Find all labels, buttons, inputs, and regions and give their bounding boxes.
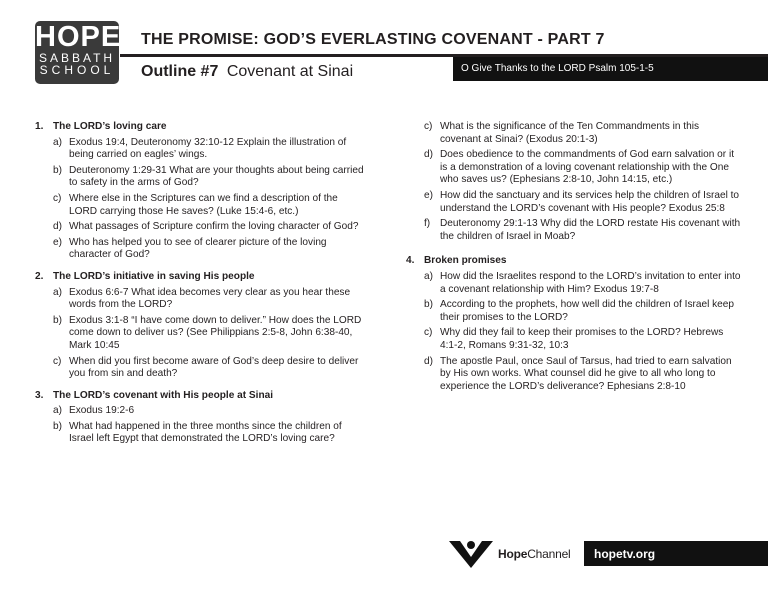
section-number: 4.	[406, 255, 415, 267]
question-text: What is the significance of the Ten Commandments in this covenant at Sinai? (Exodus 20:1-3)	[440, 121, 700, 145]
question-item	[35, 193, 365, 218]
section-3-continued	[406, 121, 742, 243]
hope-sabbath-school-logo	[35, 21, 122, 84]
question-item	[35, 421, 365, 446]
section-number: 1.	[35, 121, 44, 132]
question-letter: b)	[53, 164, 62, 176]
section-1	[35, 121, 365, 262]
question-item	[406, 271, 742, 296]
question-letter: b)	[424, 299, 433, 311]
question-text: Exodus 6:6-7 What idea becomes very clear as you hear these words from the LORD?	[69, 286, 351, 311]
question-text: Exodus 19:4, Deuteronomy 32:10-12 Explain the illustration of being carried on eagles’ wings.	[69, 136, 347, 161]
question-text: Does obedience to the commandments of God earn salvation or it is a demonstration of a loving covenant relationship with the One who saves us? (Ephesians 2:8-10, John 14:15, etc.)	[440, 149, 735, 186]
logo-line-sabbath: SABBATH	[38, 51, 116, 65]
question-item	[406, 149, 742, 187]
outline-subtitle: Covenant at Sinai	[226, 63, 354, 80]
question-letter: b)	[53, 314, 62, 326]
section-title: Broken promises	[424, 255, 507, 267]
question-item	[35, 137, 365, 162]
question-item	[406, 218, 742, 243]
outline-number: Outline #7	[141, 63, 219, 80]
section-3	[35, 390, 365, 446]
question-text: Exodus 19:2-6	[69, 405, 135, 417]
section-title: The LORD’s initiative in saving His people	[53, 270, 255, 282]
question-letter: c)	[53, 355, 62, 367]
question-letter: f)	[424, 218, 431, 230]
question-item	[35, 405, 365, 418]
question-item	[406, 190, 742, 215]
question-letter: a)	[424, 270, 433, 282]
question-text: Exodus 3:1-8 “I have come down to deliver.” How does the LORD come down to deliver us? (See Philippians 2:5-8, John 6:38-40, Mark 10:45	[69, 314, 362, 351]
question-text: According to the prophets, how well did the children of Israel keep their promises to the LORD?	[440, 299, 735, 323]
question-letter: a)	[53, 405, 62, 417]
question-text: What passages of Scripture confirm the loving character of God?	[69, 221, 359, 233]
question-text: The apostle Paul, once Saul of Tarsus, had tried to earn salvation by His own works. What counsel did he give to all who long to experience the LORD’s deliverance? Ephesians 2:8-10	[440, 355, 732, 392]
question-item	[406, 299, 742, 324]
question-item	[406, 121, 742, 146]
question-item	[35, 165, 365, 190]
question-text: Why did they fail to keep their promises to the LORD? Hebrews 4:1-2, Romans 9:31-32, 10:3	[440, 327, 724, 351]
question-text: How did the Israelites respond to the LORD’s invitation to enter into a covenant relationship with Him? Exodus 19:7-8	[440, 270, 741, 295]
question-letter: c)	[424, 121, 433, 132]
question-item	[35, 221, 365, 234]
question-letter: d)	[424, 355, 433, 367]
psalm-reference: O Give Thanks to the LORD Psalm 105-1-5	[461, 63, 654, 74]
outline-heading	[141, 63, 353, 81]
question-text: Who has helped you to see of clearer picture of the loving character of God?	[69, 236, 327, 261]
section-number: 3.	[35, 389, 44, 401]
section-2	[35, 271, 365, 381]
section-heading	[35, 121, 365, 134]
right-column	[406, 121, 742, 402]
question-item	[35, 356, 365, 381]
question-text: Where else in the Scriptures can we find a description of the LORD carrying those He saves? (Luke 15:4-6, etc.)	[69, 192, 338, 217]
question-item	[35, 287, 365, 312]
page-title: THE PROMISE: GOD’S EVERLASTING COVENANT - PART 7	[141, 31, 605, 48]
psalm-bar	[453, 57, 768, 81]
question-item	[406, 356, 742, 394]
question-text: Deuteronomy 1:29-31 What are your thoughts about being carried to safety in the arms of God?	[69, 164, 364, 189]
brand-thin: Channel	[527, 547, 571, 561]
question-letter: e)	[424, 189, 433, 201]
section-heading	[35, 390, 365, 403]
section-title: The LORD’s covenant with His people at Sinai	[53, 389, 274, 401]
question-text: How did the sanctuary and its services help the children of Israel to understand the LORD’s covenant with His people? Exodus 25:8	[440, 189, 740, 214]
section-heading	[35, 271, 365, 284]
question-letter: e)	[53, 236, 62, 248]
section-number: 2.	[35, 270, 44, 282]
question-text: Deuteronomy 29:1-13 Why did the LORD restate His covenant with the children of Israel in Moab?	[440, 218, 741, 242]
question-letter: a)	[53, 136, 62, 148]
logo-line-school: SCHOOL	[39, 63, 115, 77]
question-item	[35, 315, 365, 353]
question-item	[406, 327, 742, 352]
question-letter: c)	[424, 327, 433, 339]
url-bar	[584, 541, 768, 566]
hope-channel-logo-icon	[446, 537, 496, 569]
hope-channel-wordmark	[498, 547, 571, 561]
question-letter: d)	[53, 221, 62, 233]
question-letter: d)	[424, 149, 433, 161]
question-text: What had happened in the three months since the children of Israel left Egypt that demonstrated the LORD’s loving care?	[69, 420, 342, 445]
question-item	[35, 237, 365, 262]
website-url[interactable]: hopetv.org	[594, 547, 656, 561]
section-title: The LORD’s loving care	[53, 121, 167, 132]
section-heading	[406, 255, 742, 268]
question-letter: c)	[53, 192, 62, 204]
logo-line-hope: HOPE	[35, 21, 122, 53]
question-text: When did you first become aware of God’s deep desire to deliver you from sin and death?	[69, 355, 359, 380]
left-column	[35, 121, 365, 455]
brand-bold: Hope	[498, 547, 528, 561]
question-letter: a)	[53, 286, 62, 298]
section-4	[406, 255, 742, 393]
question-letter: b)	[53, 420, 62, 432]
